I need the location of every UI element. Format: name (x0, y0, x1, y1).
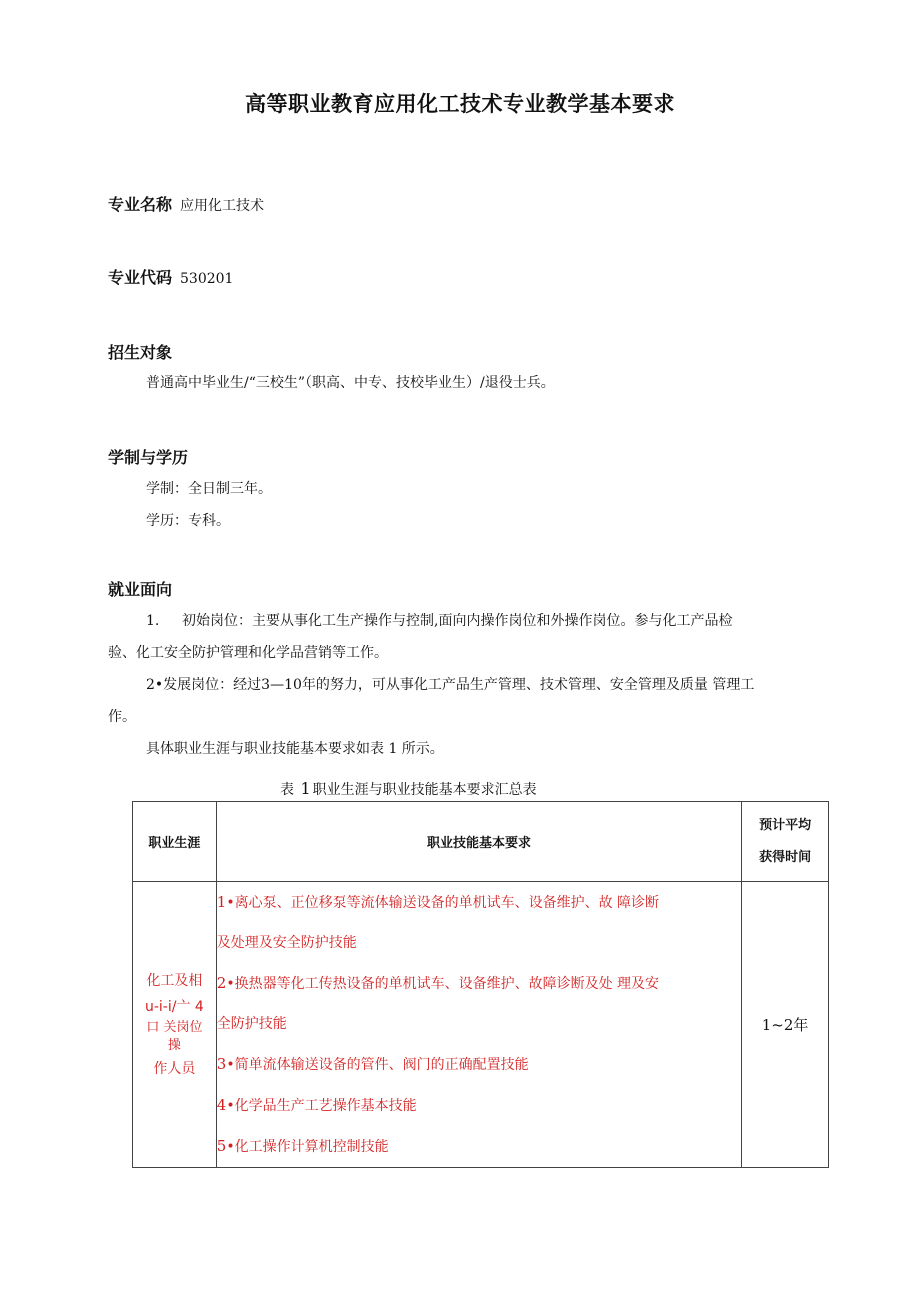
career-cell (133, 882, 217, 1168)
header-time-line2: 获得时间 (759, 849, 812, 865)
career-line4: 操 (167, 1037, 181, 1053)
page-title: 高等职业教育应用化工技术专业教学基本要求 (245, 92, 675, 116)
schooling-duration: 学制：全日制三年。 (146, 481, 272, 497)
major-code-value: 530201 (180, 271, 234, 287)
header-time (742, 802, 829, 882)
career-line5: 作人员 (153, 1060, 196, 1077)
skill-item-2-continued: 全防护技能 (216, 1016, 287, 1032)
table-caption-text: 职业生涯与职业技能基本要求汇总表 (312, 782, 537, 798)
header-time-line1: 预计平均 (759, 817, 812, 833)
requirements-table (132, 801, 829, 1168)
major-name-row (108, 192, 264, 215)
table-header-row (133, 802, 829, 882)
career-line2: u-i-i/亠 4 (144, 998, 204, 1015)
employment-item2-line2: 作。 (108, 709, 136, 725)
time-cell: 1~2年 (742, 882, 829, 1168)
table-caption (280, 779, 537, 799)
table-caption-number: 1 (300, 779, 311, 798)
skill-item-4: 4•化学品生产工艺操作基本技能 (216, 1096, 417, 1114)
table-caption-prefix: 表 (280, 782, 294, 798)
major-name-label: 专业名称 (108, 195, 173, 214)
skill-item-5: 5•化工操作计算机控制技能 (216, 1137, 389, 1155)
major-code-row (108, 265, 233, 288)
schooling-heading: 学制与学历 (108, 448, 189, 467)
employment-item1-line1: 初始岗位：主要从事化工生产操作与控制,面向内操作岗位和外操作岗位。参与化工产品检 (182, 613, 733, 629)
major-name-value: 应用化工技术 (180, 198, 265, 214)
employment-item1-number: 1. (146, 613, 160, 629)
major-code-label: 专业代码 (108, 268, 173, 287)
employment-heading: 就业面向 (108, 580, 173, 599)
skill-item-2: 2•换热器等化工传热设备的单机试车、设备维护、故障诊断及处 理及安 (216, 974, 660, 992)
skill-item-3: 3•简单流体输送设备的管件、阀门的正确配置技能 (216, 1055, 529, 1073)
schooling-degree: 学历：专科。 (146, 513, 230, 529)
career-line3: 口 关岗位 (146, 1019, 203, 1035)
table-row (133, 882, 829, 1168)
header-career: 职业生涯 (133, 802, 217, 882)
enrollment-heading: 招生对象 (108, 343, 173, 362)
employment-note: 具体职业生涯与职业技能基本要求如表 1 所示。 (146, 741, 444, 757)
career-line1: 化工及相 (146, 972, 203, 989)
skills-cell (216, 882, 741, 1168)
header-skills: 职业技能基本要求 (216, 802, 741, 882)
employment-item2-line1: 2•发展岗位：经过3—10年的努力，可从事化工产品生产管理、技术管理、安全管理及质量 管理工 (146, 677, 755, 693)
skill-item-1-continued: 及处理及安全防护技能 (216, 935, 357, 951)
skill-item-1: 1•离心泵、正位移泵等流体输送设备的单机试车、设备维护、故 障诊断 (216, 893, 660, 911)
employment-item1-line2: 验、化工安全防护管理和化学品营销等工作。 (108, 645, 388, 661)
enrollment-text: 普通高中毕业生/“三校生”（职高、中专、技校毕业生）/退役士兵。 (146, 375, 555, 391)
